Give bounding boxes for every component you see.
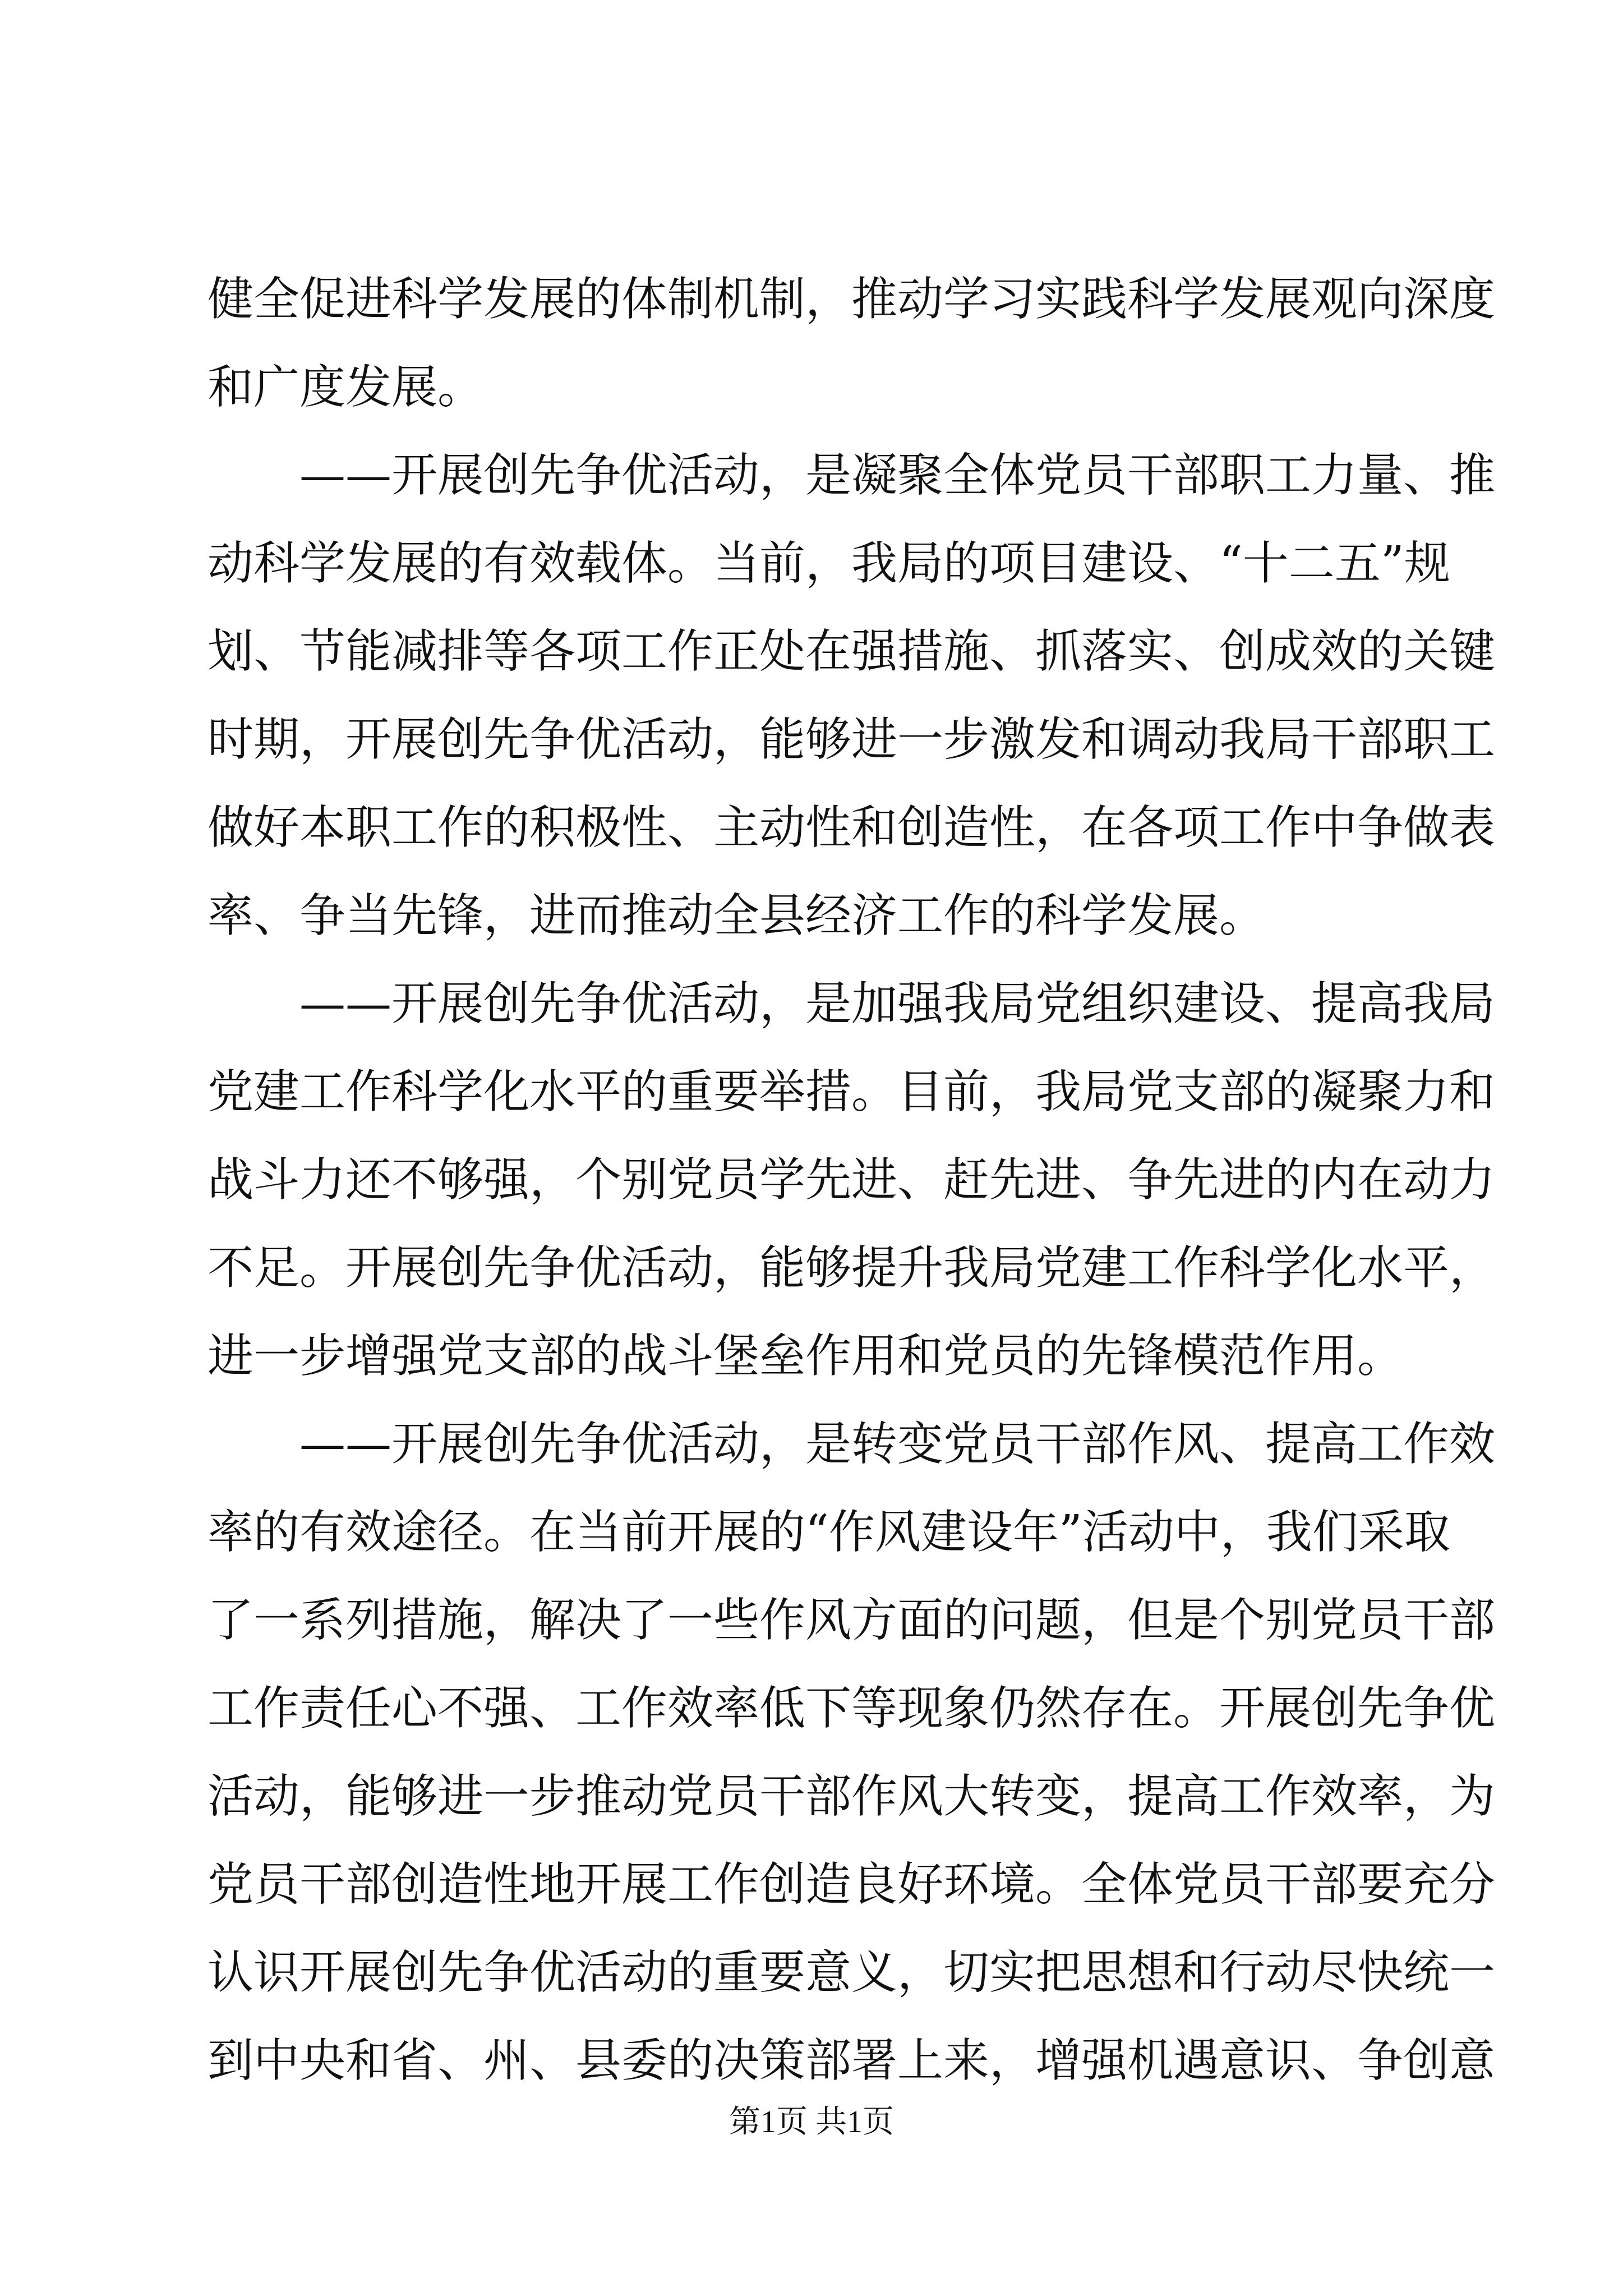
text-line: 进一步增强党支部的战斗堡垒作用和党员的先锋模范作用。 <box>208 1329 1404 1383</box>
text-line: 率的有效途径。在当前开展的“作风建设年”活动中，我们采取 <box>208 1506 1450 1559</box>
paragraph-first-line: ——开展创先争优活动，是凝聚全体党员干部职工力量、推 <box>299 449 1496 502</box>
text-line: 到中央和省、州、县委的决策部署上来，增强机遇意识、争创意 <box>208 2034 1496 2087</box>
text-line: 做好本职工作的积极性、主动性和创造性，在各项工作中争做表 <box>208 801 1496 854</box>
text-line: 率、争当先锋，进而推动全县经济工作的科学发展。 <box>208 889 1266 942</box>
text-line: 党建工作科学化水平的重要举措。目前，我局党支部的凝聚力和 <box>208 1065 1496 1119</box>
text-line: 战斗力还不够强，个别党员学先进、赶先进、争先进的内在动力 <box>208 1153 1496 1207</box>
paragraph-first-line: ——开展创先争优活动，是转变党员干部作风、提高工作效 <box>299 1418 1496 1471</box>
text-line: 不足。开展创先争优活动，能够提升我局党建工作科学化水平， <box>208 1241 1496 1295</box>
text-line: 动科学发展的有效载体。当前，我局的项目建设、“十二五”规 <box>208 537 1450 590</box>
text-line: 划、节能减排等各项工作正处在强措施、抓落实、创成效的关键 <box>208 625 1496 678</box>
text-line: 健全促进科学发展的体制机制，推动学习实践科学发展观向深度 <box>208 273 1496 326</box>
text-line: 活动，能够进一步推动党员干部作风大转变，提高工作效率，为 <box>208 1770 1496 1823</box>
text-line: 认识开展创先争优活动的重要意义，切实把思想和行动尽快统一 <box>208 1946 1496 1999</box>
paragraph-first-line: ——开展创先争优活动，是加强我局党组织建设、提高我局 <box>299 977 1496 1030</box>
page-footer: 第1页 共1页 <box>729 2105 894 2139</box>
text-line: 党员干部创造性地开展工作创造良好环境。全体党员干部要充分 <box>208 1858 1496 1911</box>
text-line: 和广度发展。 <box>208 361 484 414</box>
text-line: 了一系列措施，解决了一些作风方面的问题，但是个别党员干部 <box>208 1594 1496 1647</box>
text-line: 工作责任心不强、工作效率低下等现象仍然存在。开展创先争优 <box>208 1682 1496 1735</box>
document-body <box>208 255 1496 2105</box>
text-line: 时期，开展创先争优活动，能够进一步激发和调动我局干部职工 <box>208 713 1496 766</box>
